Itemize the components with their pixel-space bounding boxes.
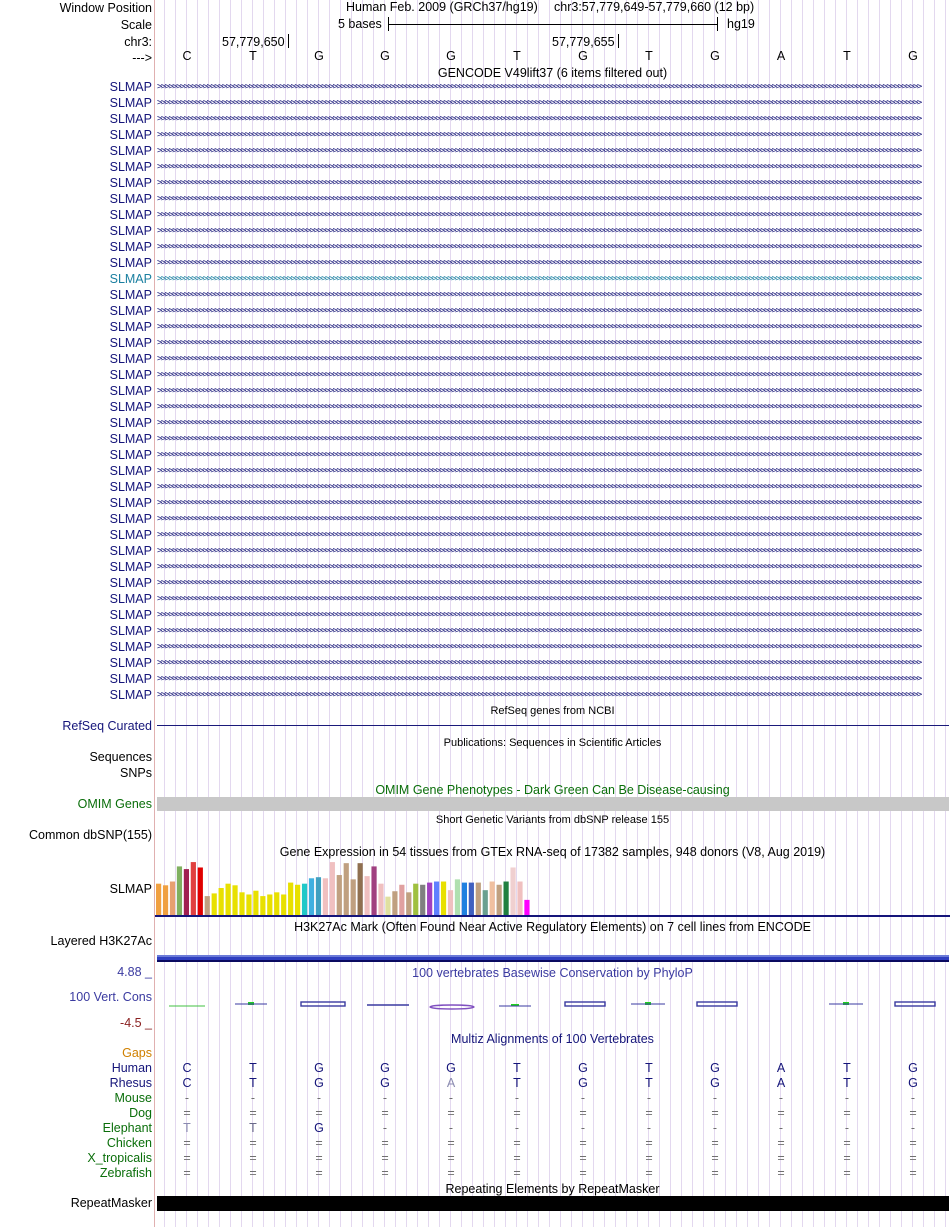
gtex-tissue-bar[interactable]: [476, 883, 481, 915]
alignment-base: -: [646, 1121, 652, 1135]
gtex-tissue-bar[interactable]: [184, 869, 189, 915]
gtex-tissue-bar[interactable]: [253, 891, 258, 915]
gencode-transcript[interactable]: >>>>>>>>>>>>>>>>>>>>>>>>>>>>>>>>>>>>>>>>>>>>>>>>>>>>>>>>>>>>>>>>>>>>>>>>>>>>>>>>>>>>>>>>>>>>>>>>>>>>>>>>>>>>>>>>>>>>>>>>>>>>>>>>>>>>>>>>>>>>>>>>>>>>>>>>>>>>>>>>>>>>>>>>>>>>>>>>>>>>>>>>>>>>>>>>>>>>>>>>: [157, 243, 921, 252]
repeatmasker-track-label[interactable]: RepeatMasker: [70, 1196, 152, 1210]
gtex-tissue-bar[interactable]: [427, 883, 432, 915]
gencode-transcript-label[interactable]: SLMAP: [109, 672, 152, 686]
gtex-tissue-bar[interactable]: [170, 882, 175, 915]
gencode-transcript[interactable]: >>>>>>>>>>>>>>>>>>>>>>>>>>>>>>>>>>>>>>>>>>>>>>>>>>>>>>>>>>>>>>>>>>>>>>>>>>>>>>>>>>>>>>>>>>>>>>>>>>>>>>>>>>>>>>>>>>>>>>>>>>>>>>>>>>>>>>>>>>>>>>>>>>>>>>>>>>>>>>>>>>>>>>>>>>>>>>>>>>>>>>>>>>>>>>>>>>>>>>>>: [157, 227, 921, 236]
gencode-transcript-label[interactable]: SLMAP: [109, 80, 152, 94]
gencode-transcript-label[interactable]: SLMAP: [109, 528, 152, 542]
h3k27ac-track-title: H3K27Ac Mark (Often Found Near Active Regulatory Elements) on 7 cell lines from ENCODE: [294, 920, 811, 934]
refseq-track-label[interactable]: RefSeq Curated: [62, 719, 152, 733]
species-label[interactable]: Elephant: [102, 1121, 152, 1135]
gtex-tissue-bar[interactable]: [323, 878, 328, 915]
gencode-transcript[interactable]: >>>>>>>>>>>>>>>>>>>>>>>>>>>>>>>>>>>>>>>>>>>>>>>>>>>>>>>>>>>>>>>>>>>>>>>>>>>>>>>>>>>>>>>>>>>>>>>>>>>>>>>>>>>>>>>>>>>>>>>>>>>>>>>>>>>>>>>>>>>>>>>>>>>>>>>>>>>>>>>>>>>>>>>>>>>>>>>>>>>>>>>>>>>>>>>>>>>>>>>>: [157, 291, 921, 300]
gencode-transcript[interactable]: >>>>>>>>>>>>>>>>>>>>>>>>>>>>>>>>>>>>>>>>>>>>>>>>>>>>>>>>>>>>>>>>>>>>>>>>>>>>>>>>>>>>>>>>>>>>>>>>>>>>>>>>>>>>>>>>>>>>>>>>>>>>>>>>>>>>>>>>>>>>>>>>>>>>>>>>>>>>>>>>>>>>>>>>>>>>>>>>>>>>>>>>>>>>>>>>>>>>>>>>: [157, 451, 921, 460]
dbsnp-track-label[interactable]: Common dbSNP(155): [29, 828, 152, 842]
omim-track-label[interactable]: OMIM Genes: [77, 797, 152, 811]
gencode-transcript-label[interactable]: SLMAP: [109, 432, 152, 446]
gencode-transcript[interactable]: >>>>>>>>>>>>>>>>>>>>>>>>>>>>>>>>>>>>>>>>>>>>>>>>>>>>>>>>>>>>>>>>>>>>>>>>>>>>>>>>>>>>>>>>>>>>>>>>>>>>>>>>>>>>>>>>>>>>>>>>>>>>>>>>>>>>>>>>>>>>>>>>>>>>>>>>>>>>>>>>>>>>>>>>>>>>>>>>>>>>>>>>>>>>>>>>>>>>>>>>: [157, 371, 921, 380]
reference-base: A: [776, 49, 786, 63]
gtex-tissue-bar[interactable]: [351, 879, 356, 915]
alignment-base: =: [711, 1166, 719, 1180]
gtex-tissue-bar[interactable]: [191, 862, 196, 915]
gtex-tissue-bar[interactable]: [267, 894, 272, 915]
reference-base: G: [578, 49, 588, 63]
alignment-base: =: [447, 1151, 455, 1165]
gtex-tissue-bar[interactable]: [462, 883, 467, 915]
alignment-base: -: [580, 1091, 586, 1105]
gencode-transcript[interactable]: >>>>>>>>>>>>>>>>>>>>>>>>>>>>>>>>>>>>>>>>>>>>>>>>>>>>>>>>>>>>>>>>>>>>>>>>>>>>>>>>>>>>>>>>>>>>>>>>>>>>>>>>>>>>>>>>>>>>>>>>>>>>>>>>>>>>>>>>>>>>>>>>>>>>>>>>>>>>>>>>>>>>>>>>>>>>>>>>>>>>>>>>>>>>>>>>>>>>>>>>: [157, 147, 921, 156]
reference-base: T: [249, 49, 257, 63]
gencode-transcript-label[interactable]: SLMAP: [109, 560, 152, 574]
alignment-base: =: [249, 1166, 257, 1180]
db-label: hg19: [727, 17, 755, 31]
position-readout: chr3:57,779,649-57,779,660 (12 bp): [554, 0, 755, 14]
alignment-base: C: [182, 1061, 192, 1075]
alignment-base: =: [513, 1166, 521, 1180]
gtex-tissue-bar[interactable]: [441, 882, 446, 915]
gencode-transcript[interactable]: >>>>>>>>>>>>>>>>>>>>>>>>>>>>>>>>>>>>>>>>>>>>>>>>>>>>>>>>>>>>>>>>>>>>>>>>>>>>>>>>>>>>>>>>>>>>>>>>>>>>>>>>>>>>>>>>>>>>>>>>>>>>>>>>>>>>>>>>>>>>>>>>>>>>>>>>>>>>>>>>>>>>>>>>>>>>>>>>>>>>>>>>>>>>>>>>>>>>>>>>: [157, 675, 921, 684]
alignment-base: G: [446, 1061, 456, 1075]
alignment-base: =: [711, 1106, 719, 1120]
alignment-base: -: [712, 1121, 718, 1135]
alignment-base: G: [314, 1121, 324, 1135]
alignment-base: G: [314, 1076, 324, 1090]
gencode-transcript[interactable]: >>>>>>>>>>>>>>>>>>>>>>>>>>>>>>>>>>>>>>>>>>>>>>>>>>>>>>>>>>>>>>>>>>>>>>>>>>>>>>>>>>>>>>>>>>>>>>>>>>>>>>>>>>>>>>>>>>>>>>>>>>>>>>>>>>>>>>>>>>>>>>>>>>>>>>>>>>>>>>>>>>>>>>>>>>>>>>>>>>>>>>>>>>>>>>>>>>>>>>>>: [157, 83, 921, 92]
reference-base: G: [380, 49, 390, 63]
gencode-transcript[interactable]: >>>>>>>>>>>>>>>>>>>>>>>>>>>>>>>>>>>>>>>>>>>>>>>>>>>>>>>>>>>>>>>>>>>>>>>>>>>>>>>>>>>>>>>>>>>>>>>>>>>>>>>>>>>>>>>>>>>>>>>>>>>>>>>>>>>>>>>>>>>>>>>>>>>>>>>>>>>>>>>>>>>>>>>>>>>>>>>>>>>>>>>>>>>>>>>>>>>>>>>>: [157, 99, 921, 108]
gencode-transcript-label[interactable]: SLMAP: [109, 624, 152, 638]
alignment-base: =: [249, 1151, 257, 1165]
alignment-base: =: [183, 1136, 191, 1150]
reference-base: T: [513, 49, 521, 63]
gencode-transcript[interactable]: >>>>>>>>>>>>>>>>>>>>>>>>>>>>>>>>>>>>>>>>>>>>>>>>>>>>>>>>>>>>>>>>>>>>>>>>>>>>>>>>>>>>>>>>>>>>>>>>>>>>>>>>>>>>>>>>>>>>>>>>>>>>>>>>>>>>>>>>>>>>>>>>>>>>>>>>>>>>>>>>>>>>>>>>>>>>>>>>>>>>>>>>>>>>>>>>>>>>>>>>: [157, 211, 921, 220]
refseq-track-title: RefSeq genes from NCBI: [490, 705, 615, 717]
species-label[interactable]: Chicken: [106, 1136, 152, 1150]
gencode-transcript-label[interactable]: SLMAP: [109, 272, 152, 286]
phylop-ymax: 4.88 _: [117, 965, 152, 979]
alignment-base: G: [908, 1076, 918, 1090]
alignment-base: G: [578, 1061, 588, 1075]
gencode-transcript[interactable]: >>>>>>>>>>>>>>>>>>>>>>>>>>>>>>>>>>>>>>>>>>>>>>>>>>>>>>>>>>>>>>>>>>>>>>>>>>>>>>>>>>>>>>>>>>>>>>>>>>>>>>>>>>>>>>>>>>>>>>>>>>>>>>>>>>>>>>>>>>>>>>>>>>>>>>>>>>>>>>>>>>>>>>>>>>>>>>>>>>>>>>>>>>>>>>>>>>>>>>>>: [157, 611, 921, 620]
gtex-tissue-bar[interactable]: [399, 885, 404, 915]
alignment-base: =: [447, 1106, 455, 1120]
publications-label-1[interactable]: Sequences: [89, 750, 152, 764]
gencode-transcript-label[interactable]: SLMAP: [109, 288, 152, 302]
alignment-base: T: [513, 1076, 521, 1090]
gencode-transcript[interactable]: >>>>>>>>>>>>>>>>>>>>>>>>>>>>>>>>>>>>>>>>>>>>>>>>>>>>>>>>>>>>>>>>>>>>>>>>>>>>>>>>>>>>>>>>>>>>>>>>>>>>>>>>>>>>>>>>>>>>>>>>>>>>>>>>>>>>>>>>>>>>>>>>>>>>>>>>>>>>>>>>>>>>>>>>>>>>>>>>>>>>>>>>>>>>>>>>>>>>>>>>: [157, 403, 921, 412]
gtex-tissue-bar[interactable]: [219, 888, 224, 915]
gtex-tissue-bar[interactable]: [371, 866, 376, 915]
alignment-base: =: [909, 1106, 917, 1120]
gencode-transcript-label[interactable]: SLMAP: [109, 256, 152, 270]
gtex-tissue-bar[interactable]: [309, 878, 314, 915]
gencode-transcript[interactable]: >>>>>>>>>>>>>>>>>>>>>>>>>>>>>>>>>>>>>>>>>>>>>>>>>>>>>>>>>>>>>>>>>>>>>>>>>>>>>>>>>>>>>>>>>>>>>>>>>>>>>>>>>>>>>>>>>>>>>>>>>>>>>>>>>>>>>>>>>>>>>>>>>>>>>>>>>>>>>>>>>>>>>>>>>>>>>>>>>>>>>>>>>>>>>>>>>>>>>>>>: [157, 627, 921, 636]
alignment-base: =: [381, 1106, 389, 1120]
gtex-tissue-bar[interactable]: [260, 896, 265, 915]
gtex-tissue-bar[interactable]: [156, 884, 161, 915]
alignment-base: =: [381, 1136, 389, 1150]
gencode-transcript[interactable]: >>>>>>>>>>>>>>>>>>>>>>>>>>>>>>>>>>>>>>>>>>>>>>>>>>>>>>>>>>>>>>>>>>>>>>>>>>>>>>>>>>>>>>>>>>>>>>>>>>>>>>>>>>>>>>>>>>>>>>>>>>>>>>>>>>>>>>>>>>>>>>>>>>>>>>>>>>>>>>>>>>>>>>>>>>>>>>>>>>>>>>>>>>>>>>>>>>>>>>>>: [157, 323, 921, 332]
alignment-base: -: [910, 1121, 916, 1135]
gencode-transcript-label[interactable]: SLMAP: [109, 224, 152, 238]
gencode-transcript[interactable]: >>>>>>>>>>>>>>>>>>>>>>>>>>>>>>>>>>>>>>>>>>>>>>>>>>>>>>>>>>>>>>>>>>>>>>>>>>>>>>>>>>>>>>>>>>>>>>>>>>>>>>>>>>>>>>>>>>>>>>>>>>>>>>>>>>>>>>>>>>>>>>>>>>>>>>>>>>>>>>>>>>>>>>>>>>>>>>>>>>>>>>>>>>>>>>>>>>>>>>>>: [157, 643, 921, 652]
gencode-transcript[interactable]: >>>>>>>>>>>>>>>>>>>>>>>>>>>>>>>>>>>>>>>>>>>>>>>>>>>>>>>>>>>>>>>>>>>>>>>>>>>>>>>>>>>>>>>>>>>>>>>>>>>>>>>>>>>>>>>>>>>>>>>>>>>>>>>>>>>>>>>>>>>>>>>>>>>>>>>>>>>>>>>>>>>>>>>>>>>>>>>>>>>>>>>>>>>>>>>>>>>>>>>>: [157, 483, 921, 492]
alignment-base: -: [514, 1121, 520, 1135]
phylop-signal[interactable]: [155, 996, 950, 1012]
alignment-base: -: [778, 1091, 784, 1105]
gencode-transcript[interactable]: >>>>>>>>>>>>>>>>>>>>>>>>>>>>>>>>>>>>>>>>>>>>>>>>>>>>>>>>>>>>>>>>>>>>>>>>>>>>>>>>>>>>>>>>>>>>>>>>>>>>>>>>>>>>>>>>>>>>>>>>>>>>>>>>>>>>>>>>>>>>>>>>>>>>>>>>>>>>>>>>>>>>>>>>>>>>>>>>>>>>>>>>>>>>>>>>>>>>>>>>: [157, 515, 921, 524]
alignment-base: C: [182, 1076, 192, 1090]
alignment-base: =: [645, 1166, 653, 1180]
alignment-base: -: [250, 1091, 256, 1105]
alignment-base: -: [844, 1121, 850, 1135]
alignment-base: =: [513, 1106, 521, 1120]
alignment-base: G: [578, 1076, 588, 1090]
gtex-tissue-bar[interactable]: [344, 863, 349, 915]
gencode-transcript-label[interactable]: SLMAP: [109, 400, 152, 414]
gtex-tissue-bar[interactable]: [163, 885, 168, 915]
species-label[interactable]: Zebrafish: [99, 1166, 152, 1180]
gencode-transcript[interactable]: >>>>>>>>>>>>>>>>>>>>>>>>>>>>>>>>>>>>>>>>>>>>>>>>>>>>>>>>>>>>>>>>>>>>>>>>>>>>>>>>>>>>>>>>>>>>>>>>>>>>>>>>>>>>>>>>>>>>>>>>>>>>>>>>>>>>>>>>>>>>>>>>>>>>>>>>>>>>>>>>>>>>>>>>>>>>>>>>>>>>>>>>>>>>>>>>>>>>>>>>: [157, 499, 921, 508]
alignment-base: =: [315, 1151, 323, 1165]
alignment-base: =: [645, 1151, 653, 1165]
gencode-transcript-label[interactable]: SLMAP: [109, 208, 152, 222]
gencode-transcript[interactable]: >>>>>>>>>>>>>>>>>>>>>>>>>>>>>>>>>>>>>>>>>>>>>>>>>>>>>>>>>>>>>>>>>>>>>>>>>>>>>>>>>>>>>>>>>>>>>>>>>>>>>>>>>>>>>>>>>>>>>>>>>>>>>>>>>>>>>>>>>>>>>>>>>>>>>>>>>>>>>>>>>>>>>>>>>>>>>>>>>>>>>>>>>>>>>>>>>>>>>>>>: [157, 691, 921, 700]
gencode-transcript[interactable]: >>>>>>>>>>>>>>>>>>>>>>>>>>>>>>>>>>>>>>>>>>>>>>>>>>>>>>>>>>>>>>>>>>>>>>>>>>>>>>>>>>>>>>>>>>>>>>>>>>>>>>>>>>>>>>>>>>>>>>>>>>>>>>>>>>>>>>>>>>>>>>>>>>>>>>>>>>>>>>>>>>>>>>>>>>>>>>>>>>>>>>>>>>>>>>>>>>>>>>>>: [157, 115, 921, 124]
h3k27ac-track-label[interactable]: Layered H3K27Ac: [50, 934, 152, 948]
alignment-base: =: [315, 1136, 323, 1150]
phylop-track-label[interactable]: 100 Vert. Cons: [69, 990, 152, 1004]
gencode-transcript[interactable]: >>>>>>>>>>>>>>>>>>>>>>>>>>>>>>>>>>>>>>>>>>>>>>>>>>>>>>>>>>>>>>>>>>>>>>>>>>>>>>>>>>>>>>>>>>>>>>>>>>>>>>>>>>>>>>>>>>>>>>>>>>>>>>>>>>>>>>>>>>>>>>>>>>>>>>>>>>>>>>>>>>>>>>>>>>>>>>>>>>>>>>>>>>>>>>>>>>>>>>>>: [157, 563, 921, 572]
alignment-base: A: [776, 1076, 786, 1090]
alignment-base: =: [183, 1106, 191, 1120]
reference-base: C: [182, 49, 192, 63]
alignment-base: -: [382, 1121, 388, 1135]
alignment-base: =: [579, 1166, 587, 1180]
alignment-base: =: [315, 1166, 323, 1180]
gtex-tissue-bar[interactable]: [358, 863, 363, 915]
scale-bar-right: [717, 17, 718, 31]
alignment-base: -: [184, 1091, 190, 1105]
gtex-tissue-bar[interactable]: [504, 882, 509, 915]
gtex-tissue-bar[interactable]: [212, 893, 217, 915]
gencode-transcript-label[interactable]: SLMAP: [109, 176, 152, 190]
gencode-transcript-label[interactable]: SLMAP: [109, 416, 152, 430]
alignment-base: =: [249, 1106, 257, 1120]
gencode-transcript[interactable]: >>>>>>>>>>>>>>>>>>>>>>>>>>>>>>>>>>>>>>>>>>>>>>>>>>>>>>>>>>>>>>>>>>>>>>>>>>>>>>>>>>>>>>>>>>>>>>>>>>>>>>>>>>>>>>>>>>>>>>>>>>>>>>>>>>>>>>>>>>>>>>>>>>>>>>>>>>>>>>>>>>>>>>>>>>>>>>>>>>>>>>>>>>>>>>>>>>>>>>>>: [157, 131, 921, 140]
alignment-base: G: [710, 1061, 720, 1075]
gencode-transcript-label[interactable]: SLMAP: [109, 128, 152, 142]
species-label[interactable]: Mouse: [114, 1091, 152, 1105]
gencode-transcript-label[interactable]: SLMAP: [109, 112, 152, 126]
gencode-transcript-label[interactable]: SLMAP: [109, 496, 152, 510]
gtex-tissue-bar[interactable]: [524, 900, 529, 915]
alignment-base: -: [712, 1091, 718, 1105]
gtex-tissue-bar[interactable]: [316, 877, 321, 915]
gtex-tissue-bar[interactable]: [232, 885, 237, 915]
gtex-tissue-bar[interactable]: [337, 875, 342, 915]
gtex-tissue-bar[interactable]: [330, 862, 335, 915]
alignment-base: =: [711, 1151, 719, 1165]
gencode-transcript[interactable]: >>>>>>>>>>>>>>>>>>>>>>>>>>>>>>>>>>>>>>>>>>>>>>>>>>>>>>>>>>>>>>>>>>>>>>>>>>>>>>>>>>>>>>>>>>>>>>>>>>>>>>>>>>>>>>>>>>>>>>>>>>>>>>>>>>>>>>>>>>>>>>>>>>>>>>>>>>>>>>>>>>>>>>>>>>>>>>>>>>>>>>>>>>>>>>>>>>>>>>>>: [157, 595, 921, 604]
gtex-tissue-bar[interactable]: [413, 884, 418, 915]
dbsnp-track-title: Short Genetic Variants from dbSNP release 155: [435, 814, 670, 826]
alignment-base: =: [645, 1136, 653, 1150]
gaps-label: Gaps: [122, 1046, 152, 1060]
alignment-base: -: [382, 1091, 388, 1105]
gtex-bar-chart[interactable]: [155, 859, 950, 917]
alignment-base: T: [645, 1076, 653, 1090]
window-position-label: Window Position: [59, 1, 152, 15]
gtex-tissue-bar[interactable]: [517, 882, 522, 915]
gtex-tissue-bar[interactable]: [239, 892, 244, 915]
alignment-base: G: [380, 1076, 390, 1090]
alignment-base: =: [447, 1136, 455, 1150]
gtex-tissue-bar[interactable]: [177, 866, 182, 915]
gtex-tissue-bar[interactable]: [469, 883, 474, 915]
gencode-transcript[interactable]: >>>>>>>>>>>>>>>>>>>>>>>>>>>>>>>>>>>>>>>>>>>>>>>>>>>>>>>>>>>>>>>>>>>>>>>>>>>>>>>>>>>>>>>>>>>>>>>>>>>>>>>>>>>>>>>>>>>>>>>>>>>>>>>>>>>>>>>>>>>>>>>>>>>>>>>>>>>>>>>>>>>>>>>>>>>>>>>>>>>>>>>>>>>>>>>>>>>>>>>>: [157, 195, 921, 204]
gencode-transcript-label[interactable]: SLMAP: [109, 352, 152, 366]
scale-bar: [388, 24, 718, 25]
gencode-transcript-label[interactable]: SLMAP: [109, 384, 152, 398]
gtex-tissue-bar[interactable]: [385, 897, 390, 915]
alignment-base: =: [843, 1136, 851, 1150]
reference-base: T: [843, 49, 851, 63]
alignment-base: -: [844, 1091, 850, 1105]
gencode-transcript-label[interactable]: SLMAP: [109, 368, 152, 382]
gencode-transcript-label[interactable]: SLMAP: [109, 160, 152, 174]
gtex-tissue-bar[interactable]: [302, 884, 307, 915]
gencode-transcript[interactable]: >>>>>>>>>>>>>>>>>>>>>>>>>>>>>>>>>>>>>>>>>>>>>>>>>>>>>>>>>>>>>>>>>>>>>>>>>>>>>>>>>>>>>>>>>>>>>>>>>>>>>>>>>>>>>>>>>>>>>>>>>>>>>>>>>>>>>>>>>>>>>>>>>>>>>>>>>>>>>>>>>>>>>>>>>>>>>>>>>>>>>>>>>>>>>>>>>>>>>>>>: [157, 435, 921, 444]
gtex-tissue-bar[interactable]: [281, 894, 286, 915]
gencode-transcript-label[interactable]: SLMAP: [109, 512, 152, 526]
tick-b-mark: [618, 34, 619, 48]
alignment-base: =: [909, 1136, 917, 1150]
alignment-base: T: [843, 1076, 851, 1090]
omim-gene-bar[interactable]: [157, 797, 949, 811]
alignment-base: T: [249, 1076, 257, 1090]
gencode-transcript-label[interactable]: SLMAP: [109, 336, 152, 350]
gtex-track-title: Gene Expression in 54 tissues from GTEx RNA-seq of 17382 samples, 948 donors (V8, Aug 2019): [279, 845, 826, 859]
gencode-transcript[interactable]: >>>>>>>>>>>>>>>>>>>>>>>>>>>>>>>>>>>>>>>>>>>>>>>>>>>>>>>>>>>>>>>>>>>>>>>>>>>>>>>>>>>>>>>>>>>>>>>>>>>>>>>>>>>>>>>>>>>>>>>>>>>>>>>>>>>>>>>>>>>>>>>>>>>>>>>>>>>>>>>>>>>>>>>>>>>>>>>>>>>>>>>>>>>>>>>>>>>>>>>>: [157, 531, 921, 540]
gencode-transcript[interactable]: >>>>>>>>>>>>>>>>>>>>>>>>>>>>>>>>>>>>>>>>>>>>>>>>>>>>>>>>>>>>>>>>>>>>>>>>>>>>>>>>>>>>>>>>>>>>>>>>>>>>>>>>>>>>>>>>>>>>>>>>>>>>>>>>>>>>>>>>>>>>>>>>>>>>>>>>>>>>>>>>>>>>>>>>>>>>>>>>>>>>>>>>>>>>>>>>>>>>>>>>: [157, 163, 921, 172]
alignment-base: T: [183, 1121, 191, 1135]
gencode-transcript[interactable]: >>>>>>>>>>>>>>>>>>>>>>>>>>>>>>>>>>>>>>>>>>>>>>>>>>>>>>>>>>>>>>>>>>>>>>>>>>>>>>>>>>>>>>>>>>>>>>>>>>>>>>>>>>>>>>>>>>>>>>>>>>>>>>>>>>>>>>>>>>>>>>>>>>>>>>>>>>>>>>>>>>>>>>>>>>>>>>>>>>>>>>>>>>>>>>>>>>>>>>>>: [157, 547, 921, 556]
alignment-base: -: [778, 1121, 784, 1135]
alignment-base: =: [183, 1166, 191, 1180]
alignment-base: =: [711, 1136, 719, 1150]
alignment-base: =: [513, 1151, 521, 1165]
alignment-base: A: [776, 1061, 786, 1075]
gencode-transcript-label[interactable]: SLMAP: [109, 592, 152, 606]
reference-base: T: [645, 49, 653, 63]
gencode-transcript-label[interactable]: SLMAP: [109, 240, 152, 254]
gtex-tissue-bar[interactable]: [497, 885, 502, 915]
repeatmasker-track-title: Repeating Elements by RepeatMasker: [445, 1182, 660, 1196]
gencode-transcript-label[interactable]: SLMAP: [109, 576, 152, 590]
gtex-tissue-bar[interactable]: [274, 892, 279, 915]
scale-label: Scale: [120, 18, 152, 32]
strand-label: --->: [132, 51, 152, 65]
alignment-base: -: [910, 1091, 916, 1105]
alignment-base: A: [446, 1076, 456, 1090]
alignment-base: T: [843, 1061, 851, 1075]
gencode-transcript[interactable]: >>>>>>>>>>>>>>>>>>>>>>>>>>>>>>>>>>>>>>>>>>>>>>>>>>>>>>>>>>>>>>>>>>>>>>>>>>>>>>>>>>>>>>>>>>>>>>>>>>>>>>>>>>>>>>>>>>>>>>>>>>>>>>>>>>>>>>>>>>>>>>>>>>>>>>>>>>>>>>>>>>>>>>>>>>>>>>>>>>>>>>>>>>>>>>>>>>>>>>>>: [157, 179, 921, 188]
gencode-transcript-label[interactable]: SLMAP: [109, 656, 152, 670]
alignment-base: =: [777, 1166, 785, 1180]
alignment-base: G: [314, 1061, 324, 1075]
gtex-tissue-bar[interactable]: [295, 885, 300, 915]
species-label[interactable]: X_tropicalis: [87, 1151, 152, 1165]
alignment-base: -: [448, 1121, 454, 1135]
gencode-transcript-label[interactable]: SLMAP: [109, 320, 152, 334]
species-label[interactable]: Rhesus: [109, 1076, 152, 1090]
gencode-transcript[interactable]: >>>>>>>>>>>>>>>>>>>>>>>>>>>>>>>>>>>>>>>>>>>>>>>>>>>>>>>>>>>>>>>>>>>>>>>>>>>>>>>>>>>>>>>>>>>>>>>>>>>>>>>>>>>>>>>>>>>>>>>>>>>>>>>>>>>>>>>>>>>>>>>>>>>>>>>>>>>>>>>>>>>>>>>>>>>>>>>>>>>>>>>>>>>>>>>>>>>>>>>>: [157, 259, 921, 268]
alignment-base: G: [710, 1076, 720, 1090]
alignment-base: =: [579, 1151, 587, 1165]
gencode-transcript[interactable]: >>>>>>>>>>>>>>>>>>>>>>>>>>>>>>>>>>>>>>>>>>>>>>>>>>>>>>>>>>>>>>>>>>>>>>>>>>>>>>>>>>>>>>>>>>>>>>>>>>>>>>>>>>>>>>>>>>>>>>>>>>>>>>>>>>>>>>>>>>>>>>>>>>>>>>>>>>>>>>>>>>>>>>>>>>>>>>>>>>>>>>>>>>>>>>>>>>>>>>>>: [157, 275, 921, 284]
alignment-base: =: [843, 1166, 851, 1180]
assembly-title: Human Feb. 2009 (GRCh37/hg19): [346, 0, 538, 14]
gencode-transcript-label[interactable]: SLMAP: [109, 608, 152, 622]
alignment-base: =: [909, 1166, 917, 1180]
gencode-transcript-label[interactable]: SLMAP: [109, 96, 152, 110]
gtex-tissue-bar[interactable]: [448, 890, 453, 915]
refseq-gene-line[interactable]: [157, 725, 949, 726]
reference-base: G: [446, 49, 456, 63]
alignment-base: =: [315, 1106, 323, 1120]
species-label[interactable]: Dog: [129, 1106, 152, 1120]
gtex-tissue-bar[interactable]: [246, 894, 251, 915]
alignment-base: =: [645, 1106, 653, 1120]
gencode-transcript-label[interactable]: SLMAP: [109, 144, 152, 158]
tick-a-mark: [288, 34, 289, 48]
gtex-tissue-bar[interactable]: [288, 883, 293, 915]
gencode-transcript-label[interactable]: SLMAP: [109, 688, 152, 702]
position-tick-b: 57,779,655: [552, 35, 615, 49]
alignment-base: =: [513, 1136, 521, 1150]
alignment-base: =: [249, 1136, 257, 1150]
alignment-base: =: [381, 1151, 389, 1165]
alignment-base: =: [843, 1151, 851, 1165]
alignment-base: =: [777, 1151, 785, 1165]
publications-label-2[interactable]: SNPs: [120, 766, 152, 780]
alignment-base: -: [646, 1091, 652, 1105]
gtex-tissue-bar[interactable]: [455, 879, 460, 915]
gencode-transcript[interactable]: >>>>>>>>>>>>>>>>>>>>>>>>>>>>>>>>>>>>>>>>>>>>>>>>>>>>>>>>>>>>>>>>>>>>>>>>>>>>>>>>>>>>>>>>>>>>>>>>>>>>>>>>>>>>>>>>>>>>>>>>>>>>>>>>>>>>>>>>>>>>>>>>>>>>>>>>>>>>>>>>>>>>>>>>>>>>>>>>>>>>>>>>>>>>>>>>>>>>>>>>: [157, 419, 921, 428]
species-label[interactable]: Human: [111, 1061, 152, 1075]
alignment-base: T: [249, 1061, 257, 1075]
gtex-tissue-bar[interactable]: [510, 867, 515, 915]
gtex-tissue-bar[interactable]: [490, 882, 495, 915]
alignment-base: G: [908, 1061, 918, 1075]
alignment-base: =: [447, 1166, 455, 1180]
alignment-base: =: [777, 1136, 785, 1150]
gtex-tissue-bar[interactable]: [483, 890, 488, 915]
alignment-base: -: [448, 1091, 454, 1105]
gencode-transcript-label[interactable]: SLMAP: [109, 544, 152, 558]
gencode-transcript[interactable]: >>>>>>>>>>>>>>>>>>>>>>>>>>>>>>>>>>>>>>>>>>>>>>>>>>>>>>>>>>>>>>>>>>>>>>>>>>>>>>>>>>>>>>>>>>>>>>>>>>>>>>>>>>>>>>>>>>>>>>>>>>>>>>>>>>>>>>>>>>>>>>>>>>>>>>>>>>>>>>>>>>>>>>>>>>>>>>>>>>>>>>>>>>>>>>>>>>>>>>>>: [157, 307, 921, 316]
alignment-base: T: [249, 1121, 257, 1135]
gencode-track-title: GENCODE V49lift37 (6 items filtered out): [437, 66, 668, 80]
alignment-base: T: [645, 1061, 653, 1075]
position-tick-a: 57,779,650: [222, 35, 285, 49]
gencode-transcript-label[interactable]: SLMAP: [109, 448, 152, 462]
reference-base: G: [908, 49, 918, 63]
h3k27ac-signal-base: [157, 960, 949, 962]
repeat-element-bar[interactable]: [157, 1196, 949, 1211]
scale-text: 5 bases: [338, 17, 382, 31]
alignment-base: -: [316, 1091, 322, 1105]
gtex-tissue-bar[interactable]: [378, 884, 383, 915]
gencode-transcript-label[interactable]: SLMAP: [109, 640, 152, 654]
alignment-base: =: [381, 1166, 389, 1180]
multiz-track-title: Multiz Alignments of 100 Vertebrates: [451, 1032, 654, 1046]
alignment-base: -: [514, 1091, 520, 1105]
alignment-base: =: [777, 1106, 785, 1120]
omim-track-title: OMIM Gene Phenotypes - Dark Green Can Be Disease-causing: [375, 783, 730, 797]
gtex-tissue-bar[interactable]: [226, 884, 231, 915]
publications-track-title: Publications: Sequences in Scientific Articles: [443, 737, 662, 749]
gencode-transcript[interactable]: >>>>>>>>>>>>>>>>>>>>>>>>>>>>>>>>>>>>>>>>>>>>>>>>>>>>>>>>>>>>>>>>>>>>>>>>>>>>>>>>>>>>>>>>>>>>>>>>>>>>>>>>>>>>>>>>>>>>>>>>>>>>>>>>>>>>>>>>>>>>>>>>>>>>>>>>>>>>>>>>>>>>>>>>>>>>>>>>>>>>>>>>>>>>>>>>>>>>>>>>: [157, 339, 921, 348]
gencode-transcript[interactable]: >>>>>>>>>>>>>>>>>>>>>>>>>>>>>>>>>>>>>>>>>>>>>>>>>>>>>>>>>>>>>>>>>>>>>>>>>>>>>>>>>>>>>>>>>>>>>>>>>>>>>>>>>>>>>>>>>>>>>>>>>>>>>>>>>>>>>>>>>>>>>>>>>>>>>>>>>>>>>>>>>>>>>>>>>>>>>>>>>>>>>>>>>>>>>>>>>>>>>>>>: [157, 355, 921, 364]
gencode-transcript-label[interactable]: SLMAP: [109, 304, 152, 318]
gencode-transcript-label[interactable]: SLMAP: [109, 480, 152, 494]
alignment-base: =: [843, 1106, 851, 1120]
gtex-gene-label[interactable]: SLMAP: [109, 882, 152, 896]
phylop-track-title: 100 vertebrates Basewise Conservation by PhyloP: [412, 966, 693, 980]
alignment-base: =: [909, 1151, 917, 1165]
gtex-tissue-bar[interactable]: [198, 867, 203, 915]
alignment-base: =: [183, 1151, 191, 1165]
alignment-base: G: [380, 1061, 390, 1075]
chrom-label: chr3:: [124, 35, 152, 49]
alignment-base: =: [579, 1106, 587, 1120]
gencode-transcript[interactable]: >>>>>>>>>>>>>>>>>>>>>>>>>>>>>>>>>>>>>>>>>>>>>>>>>>>>>>>>>>>>>>>>>>>>>>>>>>>>>>>>>>>>>>>>>>>>>>>>>>>>>>>>>>>>>>>>>>>>>>>>>>>>>>>>>>>>>>>>>>>>>>>>>>>>>>>>>>>>>>>>>>>>>>>>>>>>>>>>>>>>>>>>>>>>>>>>>>>>>>>>: [157, 659, 921, 668]
alignment-base: =: [579, 1136, 587, 1150]
gtex-tissue-bar[interactable]: [365, 876, 370, 915]
gtex-tissue-bar[interactable]: [420, 885, 425, 915]
gencode-transcript-label[interactable]: SLMAP: [109, 464, 152, 478]
gencode-transcript[interactable]: >>>>>>>>>>>>>>>>>>>>>>>>>>>>>>>>>>>>>>>>>>>>>>>>>>>>>>>>>>>>>>>>>>>>>>>>>>>>>>>>>>>>>>>>>>>>>>>>>>>>>>>>>>>>>>>>>>>>>>>>>>>>>>>>>>>>>>>>>>>>>>>>>>>>>>>>>>>>>>>>>>>>>>>>>>>>>>>>>>>>>>>>>>>>>>>>>>>>>>>>: [157, 387, 921, 396]
alignment-base: T: [513, 1061, 521, 1075]
gtex-tissue-bar[interactable]: [434, 882, 439, 915]
gencode-transcript[interactable]: >>>>>>>>>>>>>>>>>>>>>>>>>>>>>>>>>>>>>>>>>>>>>>>>>>>>>>>>>>>>>>>>>>>>>>>>>>>>>>>>>>>>>>>>>>>>>>>>>>>>>>>>>>>>>>>>>>>>>>>>>>>>>>>>>>>>>>>>>>>>>>>>>>>>>>>>>>>>>>>>>>>>>>>>>>>>>>>>>>>>>>>>>>>>>>>>>>>>>>>>: [157, 467, 921, 476]
gencode-transcript[interactable]: >>>>>>>>>>>>>>>>>>>>>>>>>>>>>>>>>>>>>>>>>>>>>>>>>>>>>>>>>>>>>>>>>>>>>>>>>>>>>>>>>>>>>>>>>>>>>>>>>>>>>>>>>>>>>>>>>>>>>>>>>>>>>>>>>>>>>>>>>>>>>>>>>>>>>>>>>>>>>>>>>>>>>>>>>>>>>>>>>>>>>>>>>>>>>>>>>>>>>>>>: [157, 579, 921, 588]
reference-base: G: [314, 49, 324, 63]
gtex-tissue-bar[interactable]: [392, 891, 397, 915]
gencode-transcript-label[interactable]: SLMAP: [109, 192, 152, 206]
gtex-tissue-bar[interactable]: [406, 892, 411, 915]
alignment-base: -: [580, 1121, 586, 1135]
gtex-tissue-bar[interactable]: [205, 896, 210, 915]
phylop-ymin: -4.5 _: [120, 1016, 152, 1030]
reference-base: G: [710, 49, 720, 63]
